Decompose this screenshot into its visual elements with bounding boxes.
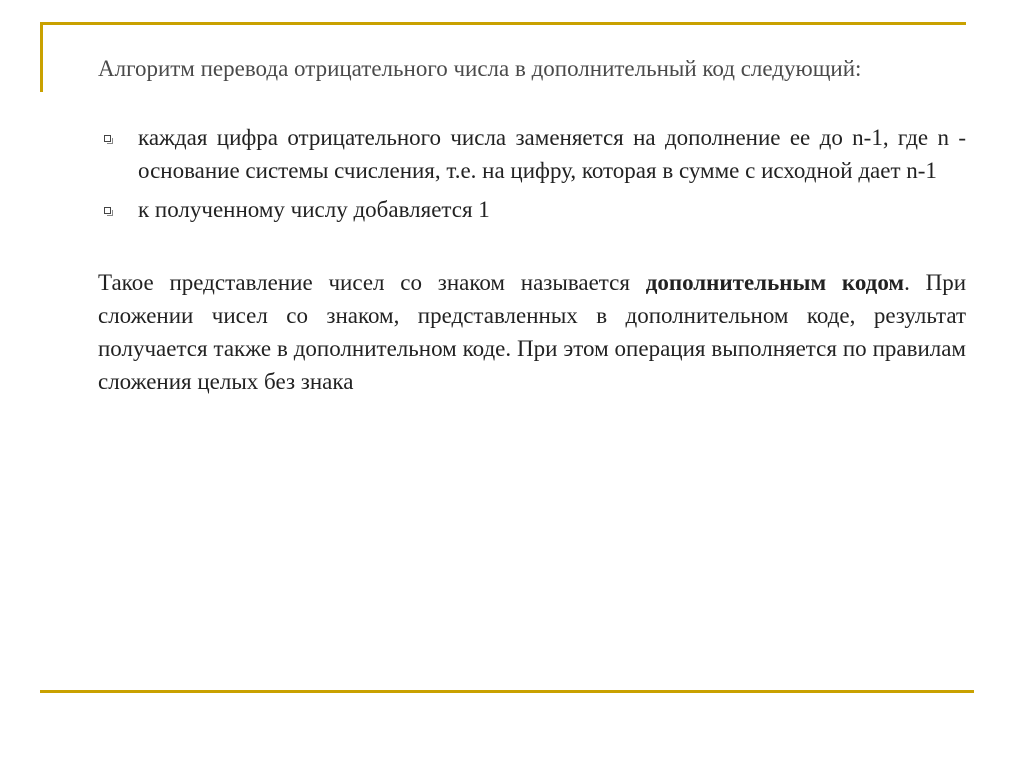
bullet-text: каждая цифра отрицательного числа заменяется на дополнение ее до n-1, где n - основание системы счисления, т.е. на цифру, которая в сумме с исходной дает n-1 — [138, 125, 966, 183]
slide-content — [98, 52, 966, 398]
bullet-item — [98, 121, 966, 187]
intro-paragraph: Алгоритм перевода отрицательного числа в дополнительный код следующий: — [98, 56, 862, 81]
bullet-item — [98, 193, 966, 226]
bullet-list — [98, 121, 966, 226]
top-rule — [40, 22, 966, 25]
square-bullet-icon — [104, 135, 111, 142]
summary-paragraph — [98, 266, 966, 398]
summary-bold-term: дополнительным кодом — [645, 270, 905, 295]
bottom-rule — [40, 690, 974, 693]
square-bullet-icon — [104, 207, 111, 214]
summary-text-before: Такое представление чисел со знаком называется — [98, 270, 646, 295]
bullet-text: к полученному числу добавляется 1 — [138, 197, 490, 222]
left-rule — [40, 22, 43, 92]
summary-text-after: . При сложении чисел со знаком, представленных в дополнительном коде, результат получается также в дополнительном коде. При этом операция выполняется по правилам сложения целых без знака — [98, 270, 967, 394]
